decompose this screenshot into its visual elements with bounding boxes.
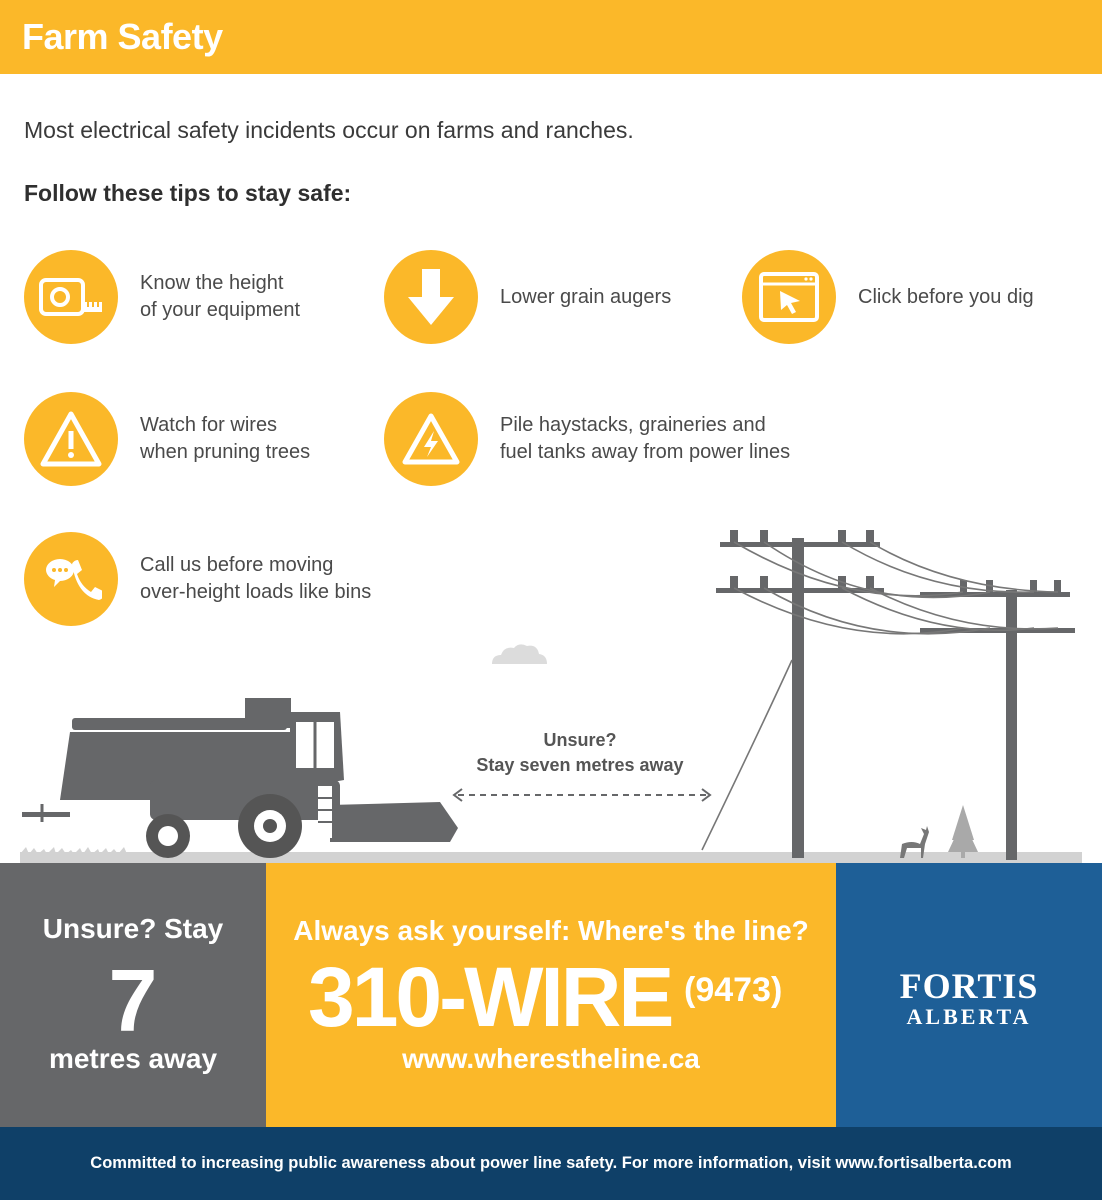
caption-line1: Unsure?	[543, 730, 617, 750]
tip-lower-augers	[384, 250, 671, 344]
distance-line3: metres away	[48, 1043, 218, 1074]
tree-icon	[948, 805, 978, 858]
distance-arrow	[454, 789, 710, 801]
combine-harvester	[22, 698, 458, 858]
farm-scene-illustration	[0, 500, 1102, 865]
header-bar	[0, 0, 1102, 74]
tip-label: Lower grain augers	[500, 285, 672, 308]
tip-label: Know the height of your equipment	[140, 272, 301, 321]
logo-panel	[836, 863, 1102, 1127]
distance-number: 7	[108, 951, 158, 1050]
logo-line1: FORTIS	[899, 966, 1039, 1006]
browser-cursor-icon	[742, 250, 836, 344]
tip-equipment-height	[24, 250, 300, 344]
tip-label: Pile haystacks, graineries and fuel tanks away from power lines	[500, 414, 791, 463]
cloud-icon	[492, 644, 547, 664]
tip-pile-away	[384, 392, 790, 486]
tip-click-before-dig	[742, 250, 1034, 344]
tips-heading: Follow these tips to stay safe:	[24, 180, 352, 206]
intro-text: Most electrical safety incidents occur on farms and ranches.	[24, 117, 634, 143]
distance-caption	[440, 728, 720, 778]
caption-line2: Stay seven metres away	[476, 755, 684, 775]
phone-digits: (9473)	[684, 971, 783, 1009]
down-arrow-icon	[384, 250, 478, 344]
warning-icon	[24, 392, 118, 486]
tip-label: Click before you dig	[858, 285, 1034, 308]
fortis-alberta-logo	[884, 968, 1054, 1028]
tip-label: Watch for wires when pruning trees	[140, 414, 311, 463]
distance-line1: Unsure? Stay	[42, 913, 224, 944]
contact-panel	[266, 863, 836, 1127]
phone-number[interactable]: 310-WIRE	[308, 950, 672, 1044]
measuring-tape-icon	[24, 250, 118, 344]
logo-line2: ALBERTA	[906, 1004, 1032, 1029]
footer-text: Committed to increasing public awareness about power line safety. For more information, visit www.fortisalberta.com	[0, 1127, 1102, 1200]
tip-pruning-trees	[24, 392, 310, 486]
distance-panel	[0, 863, 266, 1127]
tip-label: Call us before moving over-height loads like bins	[140, 554, 372, 603]
page-title: Farm Safety	[22, 16, 223, 57]
high-voltage-icon	[384, 392, 478, 486]
power-line-poles	[716, 530, 1075, 860]
website-link[interactable]: www.wherestheline.ca	[402, 1043, 700, 1074]
ask-yourself-text: Always ask yourself: Where's the line?	[293, 915, 809, 946]
